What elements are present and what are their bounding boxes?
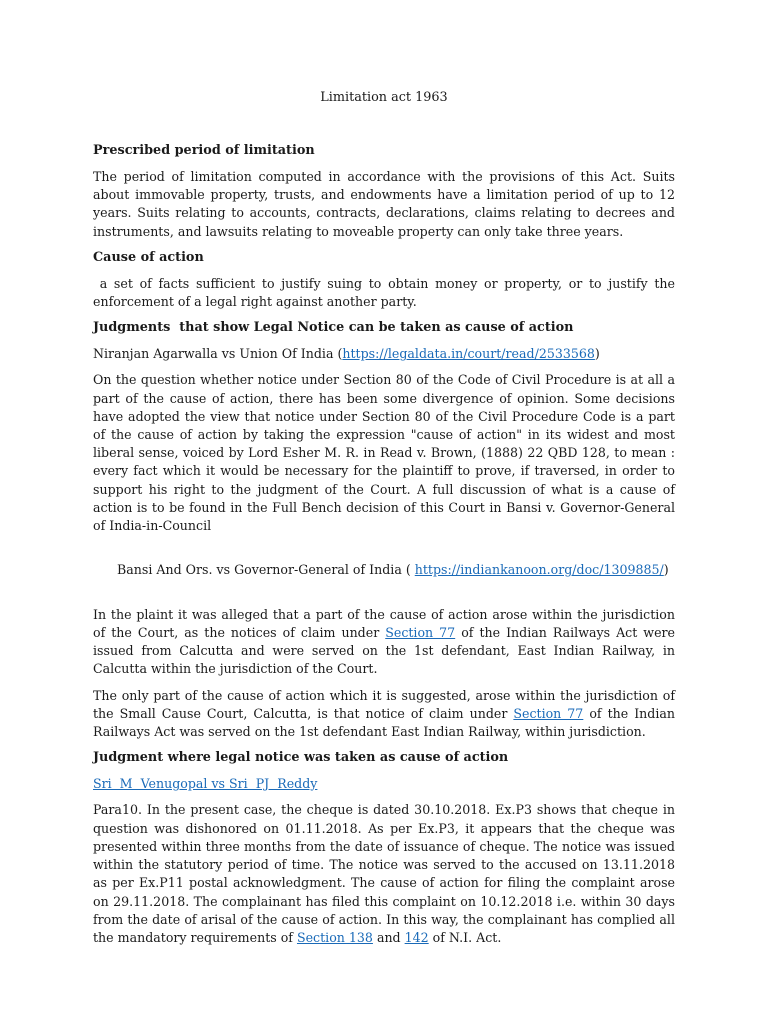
text-segment: of the Indian Railways Act was served on the 1st defendant East Indian Railway, within jurisdiction. (93, 705, 675, 740)
section-142-link[interactable]: 142 (404, 929, 429, 945)
case-reference-venugopal (93, 775, 675, 793)
case-reference-bansi (93, 543, 675, 598)
paragraph-bansi-plaint (93, 606, 675, 679)
case-reference-niranjan (93, 345, 675, 363)
document-body (93, 142, 680, 955)
text-segment: In the plaint it was alleged that a part of the cause of action arose within the jurisdiction of the Court, as the notices of claim under (93, 606, 675, 641)
paragraph-venugopal-case (93, 801, 675, 947)
section-138-link[interactable]: Section 138 (296, 929, 373, 945)
case-name: Niranjan Agarwalla vs Union Of India ( (93, 346, 343, 362)
text-segment: Para10. In the present case, the cheque is dated 30.10.2018. Ex.P3 shows that cheque in question was dishonored on 01.11.2018. As per Ex.P3, it appears that the cheque was presented within three months from the date of issuance of cheque. The notice was issued within the statutory period of time. The notice was served to the accused on 13.11.2018 as per Ex.P11 postal acknowledgment. The cause of action for filing the complaint arose on 29.11.2018. The complainant has filed this complaint on 10.12.2018 i.e. within 30 days from the date of arisal of the cause of action. In this way, the complainant has complied all the mandatory requirements of (93, 802, 675, 945)
paragraph-prescribed-period: The period of limitation computed in accordance with the provisions of this Act. Suits about immovable property, trusts, and endowments have a limitation period of up to 12 years. Suits relating to accounts, contracts, declarations, claims relating to decrees and instruments, and lawsuits relating to moveable property can only take three years. (93, 169, 675, 239)
document-title: Limitation act 1963 (320, 90, 448, 105)
closing-paren: ) (663, 562, 669, 578)
case-link-indiankanoon[interactable]: https://indiankanoon.org/doc/1309885/ (414, 562, 664, 578)
heading-judgment-legal-notice: Judgment where legal notice was taken as cause of action (93, 750, 509, 766)
paragraph-cause-of-action: a set of facts sufficient to justify suing to obtain money or property, or to justify the enforcement of a legal right against another party. (93, 275, 680, 310)
text-segment: of the Indian Railways Act were issued from Calcutta and were served on the 1st defendant, East Indian Railway, in Calcutta within the jurisdiction of the Court. (93, 625, 675, 677)
heading-prescribed-period: Prescribed period of limitation (93, 143, 315, 158)
text-segment: The only part of the cause of action which it is suggested, arose within the jurisdiction of the Small Cause Court, Calcutta, is that notice of claim under (93, 687, 675, 721)
paragraph-niranjan-case: On the question whether notice under Section 80 of the Code of Civil Procedure is at all a part of the cause of action, there has been some divergence of opinion. Some decisions have adopted the view that notice under Section 80 of the Civil Procedure Code is a part of the cause of action by taking the expression "cause of action" in its widest and most liberal sense, voiced by Lord Esher M. R. in Read v. Brown, (1888) 22 QBD 128, to mean : every fact which it would be necessary for the plaintiff to prove, if traversed, in order to support his right to the judgment of the Court. A full discussion of what is a cause of action is to be found in the Full Bench decision of this Court in Bansi v. Governor-General of India-in-Council (93, 372, 675, 534)
heading-judgments-legal-notice: Judgments that show Legal Notice can be taken as cause of action (93, 320, 574, 336)
text-segment: and (372, 929, 405, 945)
section-77-link-second[interactable]: Section 77 (513, 705, 584, 721)
case-name: Bansi And Ors. vs Governor-General of India ( (117, 562, 415, 578)
case-link-venugopal[interactable]: Sri M Venugopal vs Sri PJ Reddy (93, 776, 318, 792)
closing-paren: ) (594, 346, 600, 362)
section-77-link[interactable]: Section 77 (385, 625, 456, 641)
text-segment: of N.I. Act. (428, 929, 502, 945)
heading-cause-of-action: Cause of action (93, 249, 204, 265)
case-link-legaldata[interactable]: https://legaldata.in/court/read/2533568 (342, 346, 595, 362)
paragraph-bansi-jurisdiction (93, 687, 675, 742)
